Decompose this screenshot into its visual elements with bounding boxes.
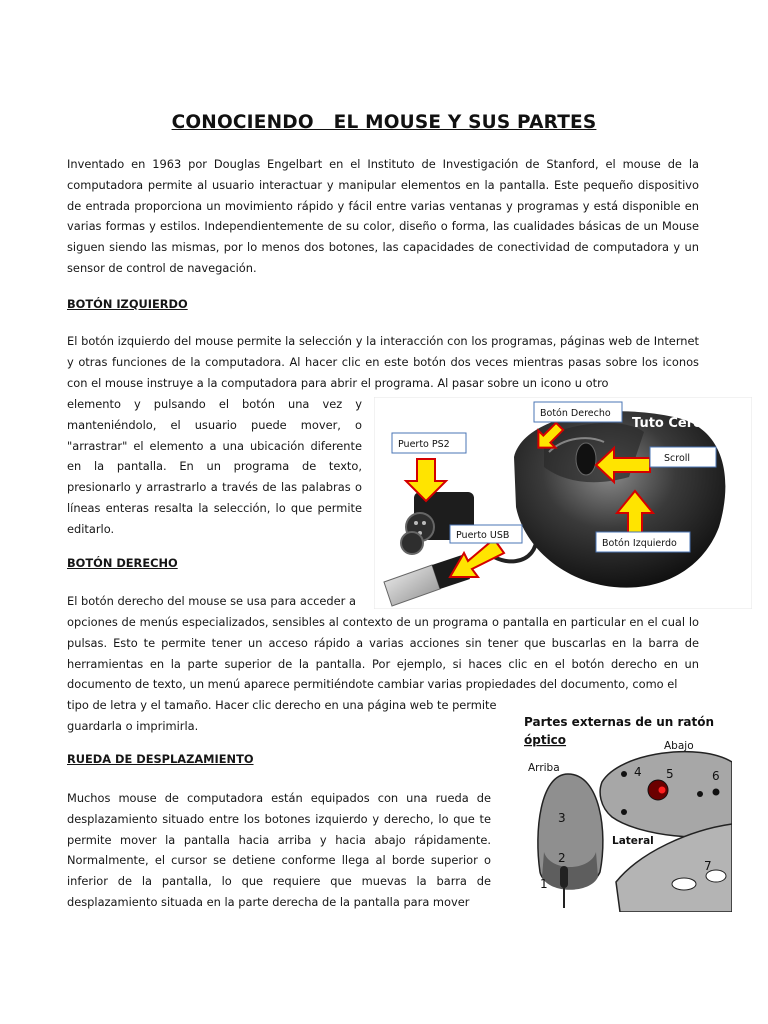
svg-text:Puerto USB: Puerto USB [456,530,510,541]
svg-text:5: 5 [666,767,674,781]
right-button-paragraph-cont: opciones de menús especializados, sensibles al contexto de un programa o pantalla en particular en el cual lo pulsas. Esto te permite tener un acceso rápido a varias acciones sin tener que buscarlas en la barra de herramientas en la parte superior de la pantalla. Por ejemplo, si haces clic en el botón derecho en un documento de texto, un menú aparece permitiéndote cambiar varias propiedades del documento, como el [67,615,699,692]
svg-text:7: 7 [704,859,712,873]
svg-text:6: 6 [712,769,720,783]
label-arriba: Arriba [528,762,560,774]
page-title: CONOCIENDO EL MOUSE Y SUS PARTES [171,112,597,133]
svg-text:3: 3 [558,811,566,825]
svg-text:Botón Derecho: Botón Derecho [540,408,611,419]
label-scroll [650,447,716,467]
diagram-title-line2: óptico [524,733,567,747]
heading-right-button: BOTÓN DERECHO [67,556,178,570]
svg-text:4: 4 [634,765,642,779]
svg-text:Puerto PS2: Puerto PS2 [398,439,450,450]
mouse-parts-photo [374,397,752,609]
left-button-paragraph-cont: elemento y pulsando el botón una vez y manteniéndolo, el usuario puede mover, o "arrastrar" el elemento a una ubicación diferente en la pantalla. En un programa de texto, presionarlo y arrastrarlo a través de las palabras o líneas enteras resalta la selección, lo que permite editarlo. [67,397,362,536]
label-ps2-port [392,433,466,453]
diagram-title-line1: Partes externas de un ratón [524,715,715,729]
right-button-paragraph: El botón derecho del mouse se usa para acceder a [67,594,356,608]
optical-mouse-parts-diagram [520,712,732,912]
intro-paragraph: Inventado en 1963 por Douglas Engelbart en el Instituto de Investigación de Stanford, el mouse de la computadora permite al usuario interactuar y manipular elementos en la pantalla. Este pequeño dispositivo de entrada proporciona un movimiento rápido y fácil entre varias ventanas y programas y está disponible en varias formas y estilos. Independientemente de su color, diseño o forma, las cualidades básicas de un Mouse siguen siendo las mismas, por lo menos dos botones, las capacidades de conectividad de computadora y un sensor de control de navegación. [67,157,699,275]
svg-text:2: 2 [558,851,566,865]
label-usb-port [450,525,522,543]
svg-text:1: 1 [540,877,548,891]
label-lateral: Lateral [612,835,654,847]
watermark-text: Tuto Cero [632,416,703,431]
label-abajo: Abajo [664,740,694,752]
label-right-button [534,402,622,422]
heading-left-button: BOTÓN IZQUIERDO [67,297,188,311]
svg-text:Scroll: Scroll [664,453,691,464]
scroll-wheel-paragraph: Muchos mouse de computadora están equipados con una rueda de desplazamiento situado entre los botones izquierdo y derecho, lo que te permite mover la pantalla hacia arriba y hacia abajo rápidamente. Normalmente, el cursor se detiene conforme llega al borde superior o inferior de la pantalla, lo que requiere que muevas la barra de desplazamiento situada en la parte derecha de la pantalla para mover [67,791,491,909]
left-button-paragraph: El botón izquierdo del mouse permite la selección y la interacción con los programas, páginas web de Internet y otras funciones de la computadora. Al hacer clic en este botón dos veces mientras pasas sobre los iconos con el mouse instruye a la computadora para abrir el programa. Al pasar sobre un icono u otro [67,334,699,390]
heading-scroll-wheel: RUEDA DE DESPLAZAMIENTO [67,752,254,766]
right-button-paragraph-tail: tipo de letra y el tamaño. Hacer clic derecho en una página web te permite guardarla o imprimirla. [67,698,497,733]
svg-text:Botón Izquierdo: Botón Izquierdo [602,538,677,549]
label-left-button [596,532,690,552]
